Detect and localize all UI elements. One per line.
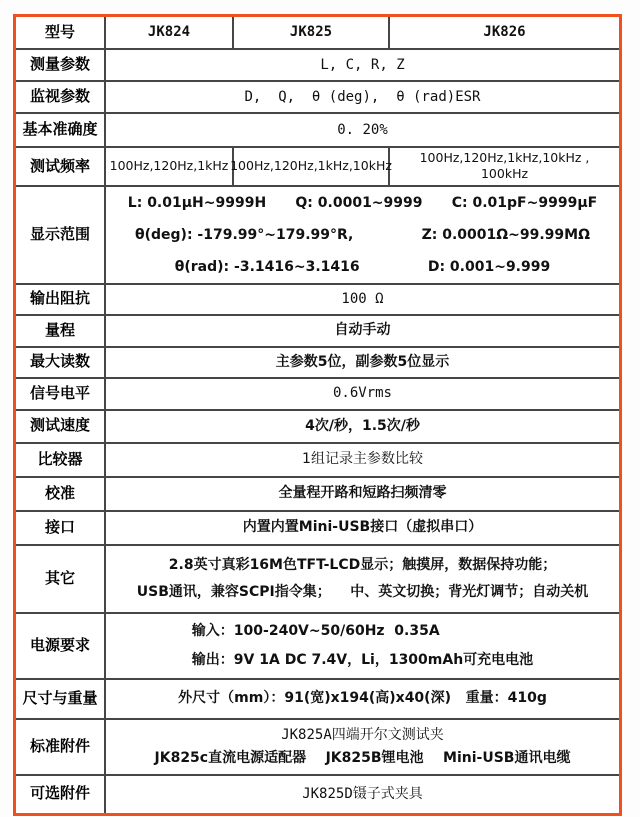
row-label: 校准: [44, 483, 75, 502]
row-opt-value-cell: [106, 776, 619, 813]
row-speed-value-cell: [106, 411, 619, 442]
row-std-value-cell: [106, 720, 619, 774]
display-range-line-2: θ(deg): -179.99°~179.99°R, Z: 0.0001Ω~99.99MΩ: [134, 226, 590, 243]
power-input-line: 输入：100-240V~50/60Hz 0.35A: [191, 623, 440, 640]
row-interface: [16, 512, 619, 546]
model-jk824: JK824: [147, 24, 191, 41]
signal-level-value: 0.6Vrms: [332, 385, 392, 402]
output-impedance-value: 100 Ω: [341, 290, 384, 307]
row-rangemode-label-cell: [16, 316, 106, 346]
row-interface-label-cell: [16, 512, 106, 544]
row-frequency-label-cell: [16, 148, 106, 185]
row-interface-value-cell: [106, 512, 619, 544]
model-jk826: JK826: [483, 24, 526, 41]
row-power-requirements: [16, 614, 619, 680]
row-basic-accuracy: [16, 114, 619, 148]
row-measure-value-cell: [106, 50, 619, 80]
frequency-jk826-cell: [390, 148, 619, 185]
row-test-speed: [16, 411, 619, 444]
row-size-weight: [16, 680, 619, 720]
basic-accuracy-value: 0. 20%: [337, 121, 388, 138]
test-speed-value: 4次/秒，1.5次/秒: [305, 417, 420, 434]
row-range-label-cell: [16, 187, 106, 283]
row-label: 接口: [44, 517, 75, 536]
row-maxread-value-cell: [106, 348, 619, 377]
other-features-line-2: USB通讯，兼容SCPI指令集； 中、英文切换；背光灯调节；自动关机: [136, 583, 589, 600]
row-monitor-value-cell: [106, 82, 619, 112]
frequency-jk824: 100Hz,120Hz,1kHz: [109, 158, 229, 174]
row-comparator-label-cell: [16, 444, 106, 476]
row-size-label-cell: [16, 680, 106, 718]
row-label: 型号: [44, 22, 75, 41]
row-label: 比较器: [37, 449, 83, 468]
row-range-value-cell: [106, 187, 619, 283]
standard-accessories-line-2: JK825c直流电源适配器 JK825B锂电池 Mini-USB通讯电缆: [154, 749, 571, 766]
frequency-jk824-cell: [106, 148, 234, 185]
row-label: 可选附件: [29, 784, 90, 803]
row-calibration-value-cell: [106, 478, 619, 510]
row-comparator: [16, 444, 619, 478]
row-other-label-cell: [16, 546, 106, 612]
row-impedance-value-cell: [106, 285, 619, 314]
display-range-line-1: L: 0.01μH~9999H Q: 0.0001~9999 C: 0.01pF~9999μF: [127, 194, 598, 211]
row-monitor-label-cell: [16, 82, 106, 112]
row-label: 监视参数: [29, 87, 90, 106]
row-label: 其它: [44, 568, 75, 587]
row-power-value-cell: [106, 614, 619, 678]
row-label: 电源要求: [29, 635, 90, 654]
optional-accessories-value: JK825D镊子式夹具: [302, 785, 423, 802]
row-label: 标准附件: [29, 736, 90, 755]
measure-params-value: L, C, R, Z: [320, 56, 405, 73]
row-label: 测量参数: [29, 55, 90, 74]
row-label: 显示范围: [29, 224, 90, 243]
model-jk825: JK825: [289, 24, 333, 41]
row-max-reading: [16, 348, 619, 379]
row-range-mode: [16, 316, 619, 348]
row-signal-value-cell: [106, 379, 619, 409]
row-signal-level: [16, 379, 619, 411]
row-measure-params: [16, 50, 619, 82]
row-other-value-cell: [106, 546, 619, 612]
row-power-label-cell: [16, 614, 106, 678]
row-optional-accessories: [16, 776, 619, 813]
row-model-label-cell: [16, 17, 106, 48]
row-label: 量程: [44, 320, 75, 339]
range-mode-value: 自动手动: [334, 322, 391, 339]
row-label: 基本准确度: [22, 120, 98, 139]
row-maxread-label-cell: [16, 348, 106, 377]
row-impedance-label-cell: [16, 285, 106, 314]
row-standard-accessories: [16, 720, 619, 776]
calibration-value: 全量程开路和短路扫频清零: [278, 485, 447, 502]
row-opt-label-cell: [16, 776, 106, 813]
row-signal-label-cell: [16, 379, 106, 409]
row-comparator-value-cell: [106, 444, 619, 476]
power-output-line: 输出：9V 1A DC 7.4V，Li，1300mAh可充电电池: [191, 651, 534, 668]
row-rangemode-value-cell: [106, 316, 619, 346]
row-display-range: [16, 187, 619, 285]
row-label: 测试频率: [29, 156, 90, 175]
other-features-line-1: 2.8英寸真彩16M色TFT-LCD显示；触摸屏，数据保持功能；: [168, 557, 557, 574]
row-std-label-cell: [16, 720, 106, 774]
display-range-line-3: θ(rad): -3.1416~3.1416 D: 0.001~9.999: [174, 258, 551, 275]
row-accuracy-value-cell: [106, 114, 619, 146]
row-label: 尺寸与重量: [22, 688, 98, 707]
row-output-impedance: [16, 285, 619, 316]
row-accuracy-label-cell: [16, 114, 106, 146]
model-jk824-cell: [106, 17, 234, 48]
max-reading-value: 主参数5位，副参数5位显示: [275, 353, 450, 370]
frequency-jk826: 100Hz,120Hz,1kHz,10kHz , 100kHz: [419, 150, 594, 182]
row-calibration: [16, 478, 619, 512]
row-measure-label-cell: [16, 50, 106, 80]
row-test-frequency: [16, 148, 619, 187]
row-speed-label-cell: [16, 411, 106, 442]
row-size-value-cell: [106, 680, 619, 718]
row-monitor-params: [16, 82, 619, 114]
row-label: 测试速度: [29, 416, 90, 435]
row-label: 输出阻抗: [29, 289, 90, 308]
row-model: [16, 17, 619, 50]
frequency-jk825-cell: [230, 148, 392, 185]
power-lines-group: [192, 622, 533, 668]
standard-accessories-line-1: JK825A四端开尔文测试夹: [281, 727, 444, 744]
spec-table: [13, 14, 622, 816]
row-label: 最大读数: [29, 352, 90, 371]
row-calibration-label-cell: [16, 478, 106, 510]
interface-value: 内置内置Mini-USB接口（虚拟串口）: [242, 519, 483, 536]
monitor-params-value: D, Q, θ (deg), θ (rad)ESR: [244, 88, 481, 105]
model-jk826-cell: [390, 17, 619, 48]
row-other-features: [16, 546, 619, 614]
row-label: 信号电平: [29, 383, 90, 402]
comparator-value: 1组记录主参数比较: [302, 451, 423, 468]
size-weight-value: 外尺寸（mm）：91(宽)x194(高)x40(深) 重量：410g: [178, 690, 547, 707]
frequency-jk825: 100Hz,120Hz,1kHz,10kHz: [230, 158, 392, 174]
model-jk825-cell: [234, 17, 390, 48]
